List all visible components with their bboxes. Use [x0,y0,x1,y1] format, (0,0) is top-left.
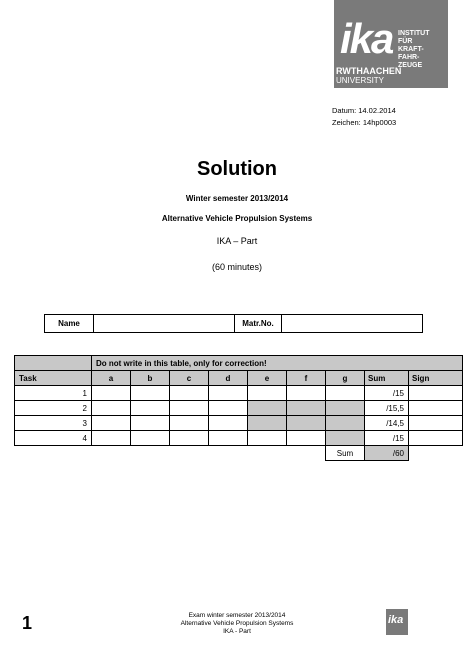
header-a: a [92,371,131,386]
table-row [15,386,463,401]
score-cell [209,431,248,446]
score-cell [92,416,131,431]
score-cell [209,416,248,431]
sign-cell [409,416,463,431]
name-table [44,314,423,333]
date-line: Datum: 14.02.2014 [332,106,396,115]
row-sum: /15,5 [365,401,409,416]
score-cell [209,401,248,416]
footer-logo [386,609,408,635]
logo-institute-text [398,30,446,70]
spacer [15,446,326,461]
header-g: g [326,371,365,386]
score-cell [170,416,209,431]
reference-line: Zeichen: 14hp0003 [332,118,397,127]
correction-table [14,355,463,461]
disabled-cell [248,401,287,416]
sum-label: Sum [326,446,365,461]
disabled-cell [287,401,326,416]
score-cell [287,386,326,401]
footer-line: IKA - Part [223,628,251,635]
row-sum: /14,5 [365,416,409,431]
logo-line: INSTITUT [398,30,430,37]
logo-mark: ika [340,15,393,62]
score-cell [92,386,131,401]
score-cell [248,386,287,401]
header-e: e [248,371,287,386]
semester: Winter semester 2013/2014 [185,194,289,203]
header-f: f [287,371,326,386]
matr-label: Matr.No. [235,315,282,333]
table-header-row [15,371,463,386]
score-cell [287,431,326,446]
header-d: d [209,371,248,386]
part-label: IKA – Part [216,236,258,246]
disabled-cell [287,416,326,431]
score-cell [131,431,170,446]
course-title: Alternative Vehicle Propulsion Systems [161,214,313,223]
task-number: 1 [15,386,92,401]
sum-total: /60 [365,446,409,461]
footer-line: Exam winter semester 2013/2014 [188,612,286,619]
score-cell [131,416,170,431]
score-cell [170,401,209,416]
sign-cell [409,401,463,416]
footer-logo-mark: ika [388,614,404,626]
table-row [15,416,463,431]
matr-field[interactable] [282,315,423,333]
header-b: b [131,371,170,386]
disabled-cell [326,431,365,446]
score-cell [248,431,287,446]
page-number: 1 [22,613,33,633]
task-number: 3 [15,416,92,431]
disabled-cell [326,401,365,416]
spacer [409,446,463,461]
score-cell [326,386,365,401]
task-number: 4 [15,431,92,446]
disabled-cell [248,416,287,431]
table-row [15,401,463,416]
name-field[interactable] [94,315,235,333]
logo-line: ZEUGE [398,62,423,69]
footer-line: Alternative Vehicle Propulsion Systems [180,620,294,627]
header-c: c [170,371,209,386]
blank-header-cell [15,356,92,371]
task-number: 2 [15,401,92,416]
row-sum: /15 [365,386,409,401]
correction-notice: Do not write in this table, only for correction! [92,356,463,371]
page-title: Solution [197,158,277,180]
score-cell [170,431,209,446]
sign-cell [409,386,463,401]
sign-cell [409,431,463,446]
score-cell [92,401,131,416]
table-row [15,431,463,446]
score-cell [209,386,248,401]
score-cell [92,431,131,446]
disabled-cell [326,416,365,431]
header-task: Task [15,371,92,386]
logo-university: UNIVERSITY [336,76,385,85]
logo-rwth: RWTHAACHEN [336,66,402,76]
ika-rwth-logo [334,0,448,88]
header-sum: Sum [365,371,409,386]
logo-line: FÜR [398,38,413,45]
duration: (60 minutes) [211,262,263,272]
score-cell [170,386,209,401]
score-cell [131,401,170,416]
score-cell [131,386,170,401]
logo-line: FAHR- [398,54,420,61]
row-sum: /15 [365,431,409,446]
header-sign: Sign [409,371,463,386]
logo-line: KRAFT- [398,46,424,53]
name-label: Name [45,315,94,333]
sum-row [15,446,463,461]
